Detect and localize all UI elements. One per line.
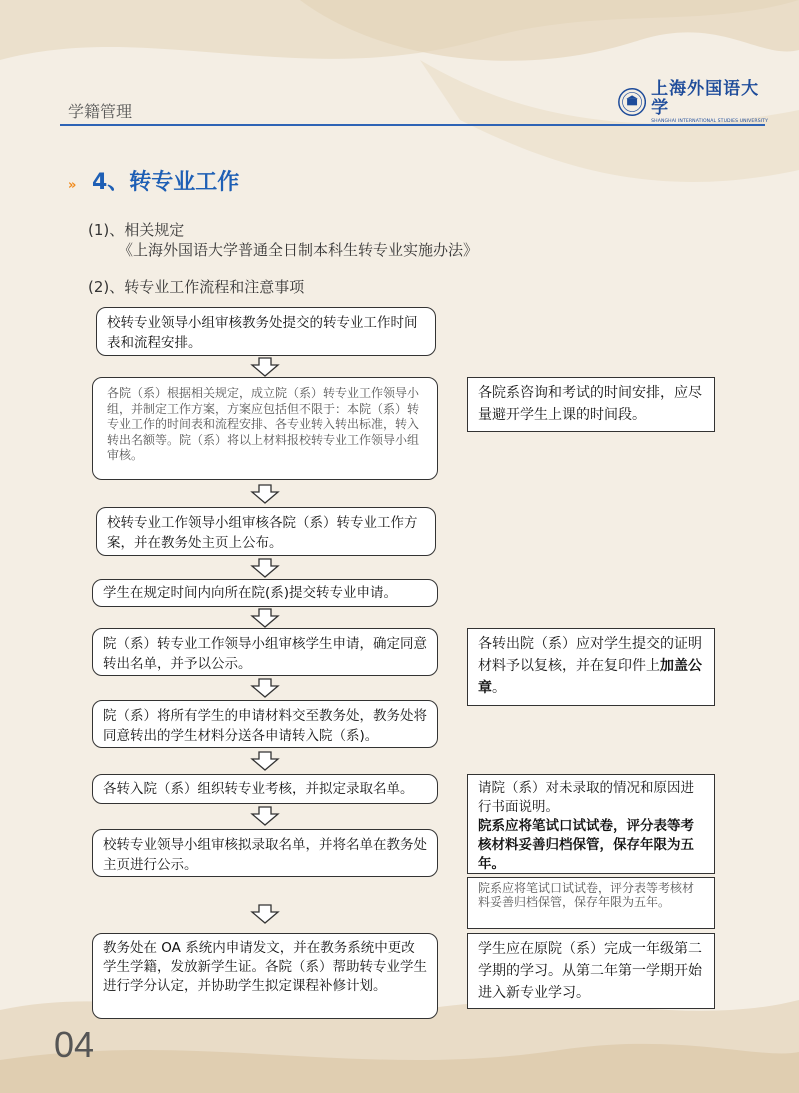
regulation-document-title: 《上海外国语大学普通全日制本科生转专业实施办法》 bbox=[118, 241, 479, 259]
subsection-2-label: (2)、转专业工作流程和注意事项 bbox=[88, 278, 305, 296]
note-2-bold-text: 加盖公章 bbox=[478, 658, 702, 696]
flow-step-5-text: 院（系）转专业工作领导小组审核学生申请，确定同意转出名单，并予以公示。 bbox=[103, 636, 427, 672]
flow-step-9 bbox=[92, 933, 438, 1019]
logo-chinese-name: 上海外国语大学 bbox=[651, 78, 760, 118]
note-2-text: 各转出院（系）应对学生提交的证明材料予以复核，并在复印件上 bbox=[478, 636, 702, 674]
flow-step-7 bbox=[92, 774, 438, 804]
subsection-1-label: (1)、相关规定 bbox=[88, 221, 185, 239]
flow-step-6 bbox=[92, 700, 438, 748]
flow-step-2 bbox=[92, 377, 438, 480]
note-3-bold-text: 院系应将笔试口试试卷，评分表等考核材料妥善归档保管，保存年限为五年。 bbox=[478, 818, 694, 872]
logo-english-name: SHANGHAI INTERNATIONAL STUDIES UNIVERSITY bbox=[651, 118, 768, 124]
note-2-end-text: 。 bbox=[492, 680, 506, 696]
flow-step-8 bbox=[92, 829, 438, 877]
flow-step-4-text: 学生在规定时间内向所在院(系)提交转专业申请。 bbox=[103, 585, 398, 601]
section-title: 4、转专业工作 bbox=[92, 170, 240, 195]
flow-step-7-text: 各转入院（系）组织转专业考核，并拟定录取名单。 bbox=[103, 781, 414, 797]
flow-arrow-icon bbox=[250, 484, 280, 504]
note-1-text: 各院系咨询和考试的时间安排，应尽量避开学生上课的时间段。 bbox=[478, 385, 702, 423]
flow-arrow-icon bbox=[250, 751, 280, 771]
flow-step-9-text: 教务处在 OA 系统内申请发文，并在教务系统中更改学生学籍，发放新学生证。各院（系）帮助转专业学生进行学分认定，并协助学生拟定课程补修计划。 bbox=[103, 940, 427, 994]
flow-arrow-icon bbox=[250, 806, 280, 826]
flow-step-8-text: 校转专业领导小组审核拟录取名单，并将名单在教务处主页进行公示。 bbox=[103, 837, 427, 873]
flow-arrow-icon bbox=[250, 357, 280, 377]
note-consultation-timing bbox=[467, 377, 715, 432]
flow-arrow-icon bbox=[250, 904, 280, 924]
note-study-transition bbox=[467, 933, 715, 1009]
flow-arrow-icon bbox=[250, 558, 280, 578]
section-marker-icon: » bbox=[68, 178, 74, 193]
flow-step-1-text: 校转专业领导小组审核教务处提交的转专业工作时间表和流程安排。 bbox=[107, 315, 418, 351]
flow-step-1 bbox=[96, 307, 436, 356]
flow-step-3 bbox=[96, 507, 436, 556]
note-archive-records bbox=[467, 877, 715, 929]
flow-step-2-text: 各院（系）根据相关规定，成立院（系）转专业工作领导小组，并制定工作方案，方案应包括但不限于：本院（系）转专业工作的时间表和流程安排、各专业转入转出标准，转入转出名额等。院（系）将以上材料报校转专业工作领导小组审核。 bbox=[107, 386, 420, 462]
note-3-text: 请院（系）对未录取的情况和原因进行书面说明。 bbox=[478, 780, 694, 815]
note-transfer-out-verification bbox=[467, 628, 715, 706]
page-number: 04 bbox=[54, 1024, 95, 1065]
flow-step-6-text: 院（系）将所有学生的申请材料交至教务处，教务处将同意转出的学生材料分送各申请转入院（系)。 bbox=[103, 708, 427, 744]
university-seal-icon bbox=[618, 85, 646, 119]
flow-arrow-icon bbox=[250, 678, 280, 698]
note-5-text: 学生应在原院（系）完成一年级第二学期的学习。从第二年第一学期开始进入新专业学习。 bbox=[478, 941, 702, 1001]
header-title: 学籍管理 bbox=[68, 102, 133, 121]
note-unadmitted-explanation bbox=[467, 774, 715, 874]
flow-step-5 bbox=[92, 628, 438, 676]
flow-step-4 bbox=[92, 579, 438, 607]
university-logo bbox=[618, 78, 768, 124]
flow-arrow-icon bbox=[250, 608, 280, 628]
flow-step-3-text: 校转专业工作领导小组审核各院（系）转专业工作方案，并在教务处主页上公布。 bbox=[107, 515, 418, 551]
note-4-text: 院系应将笔试口试试卷，评分表等考核材料妥善归档保管，保存年限为五年。 bbox=[478, 881, 695, 909]
